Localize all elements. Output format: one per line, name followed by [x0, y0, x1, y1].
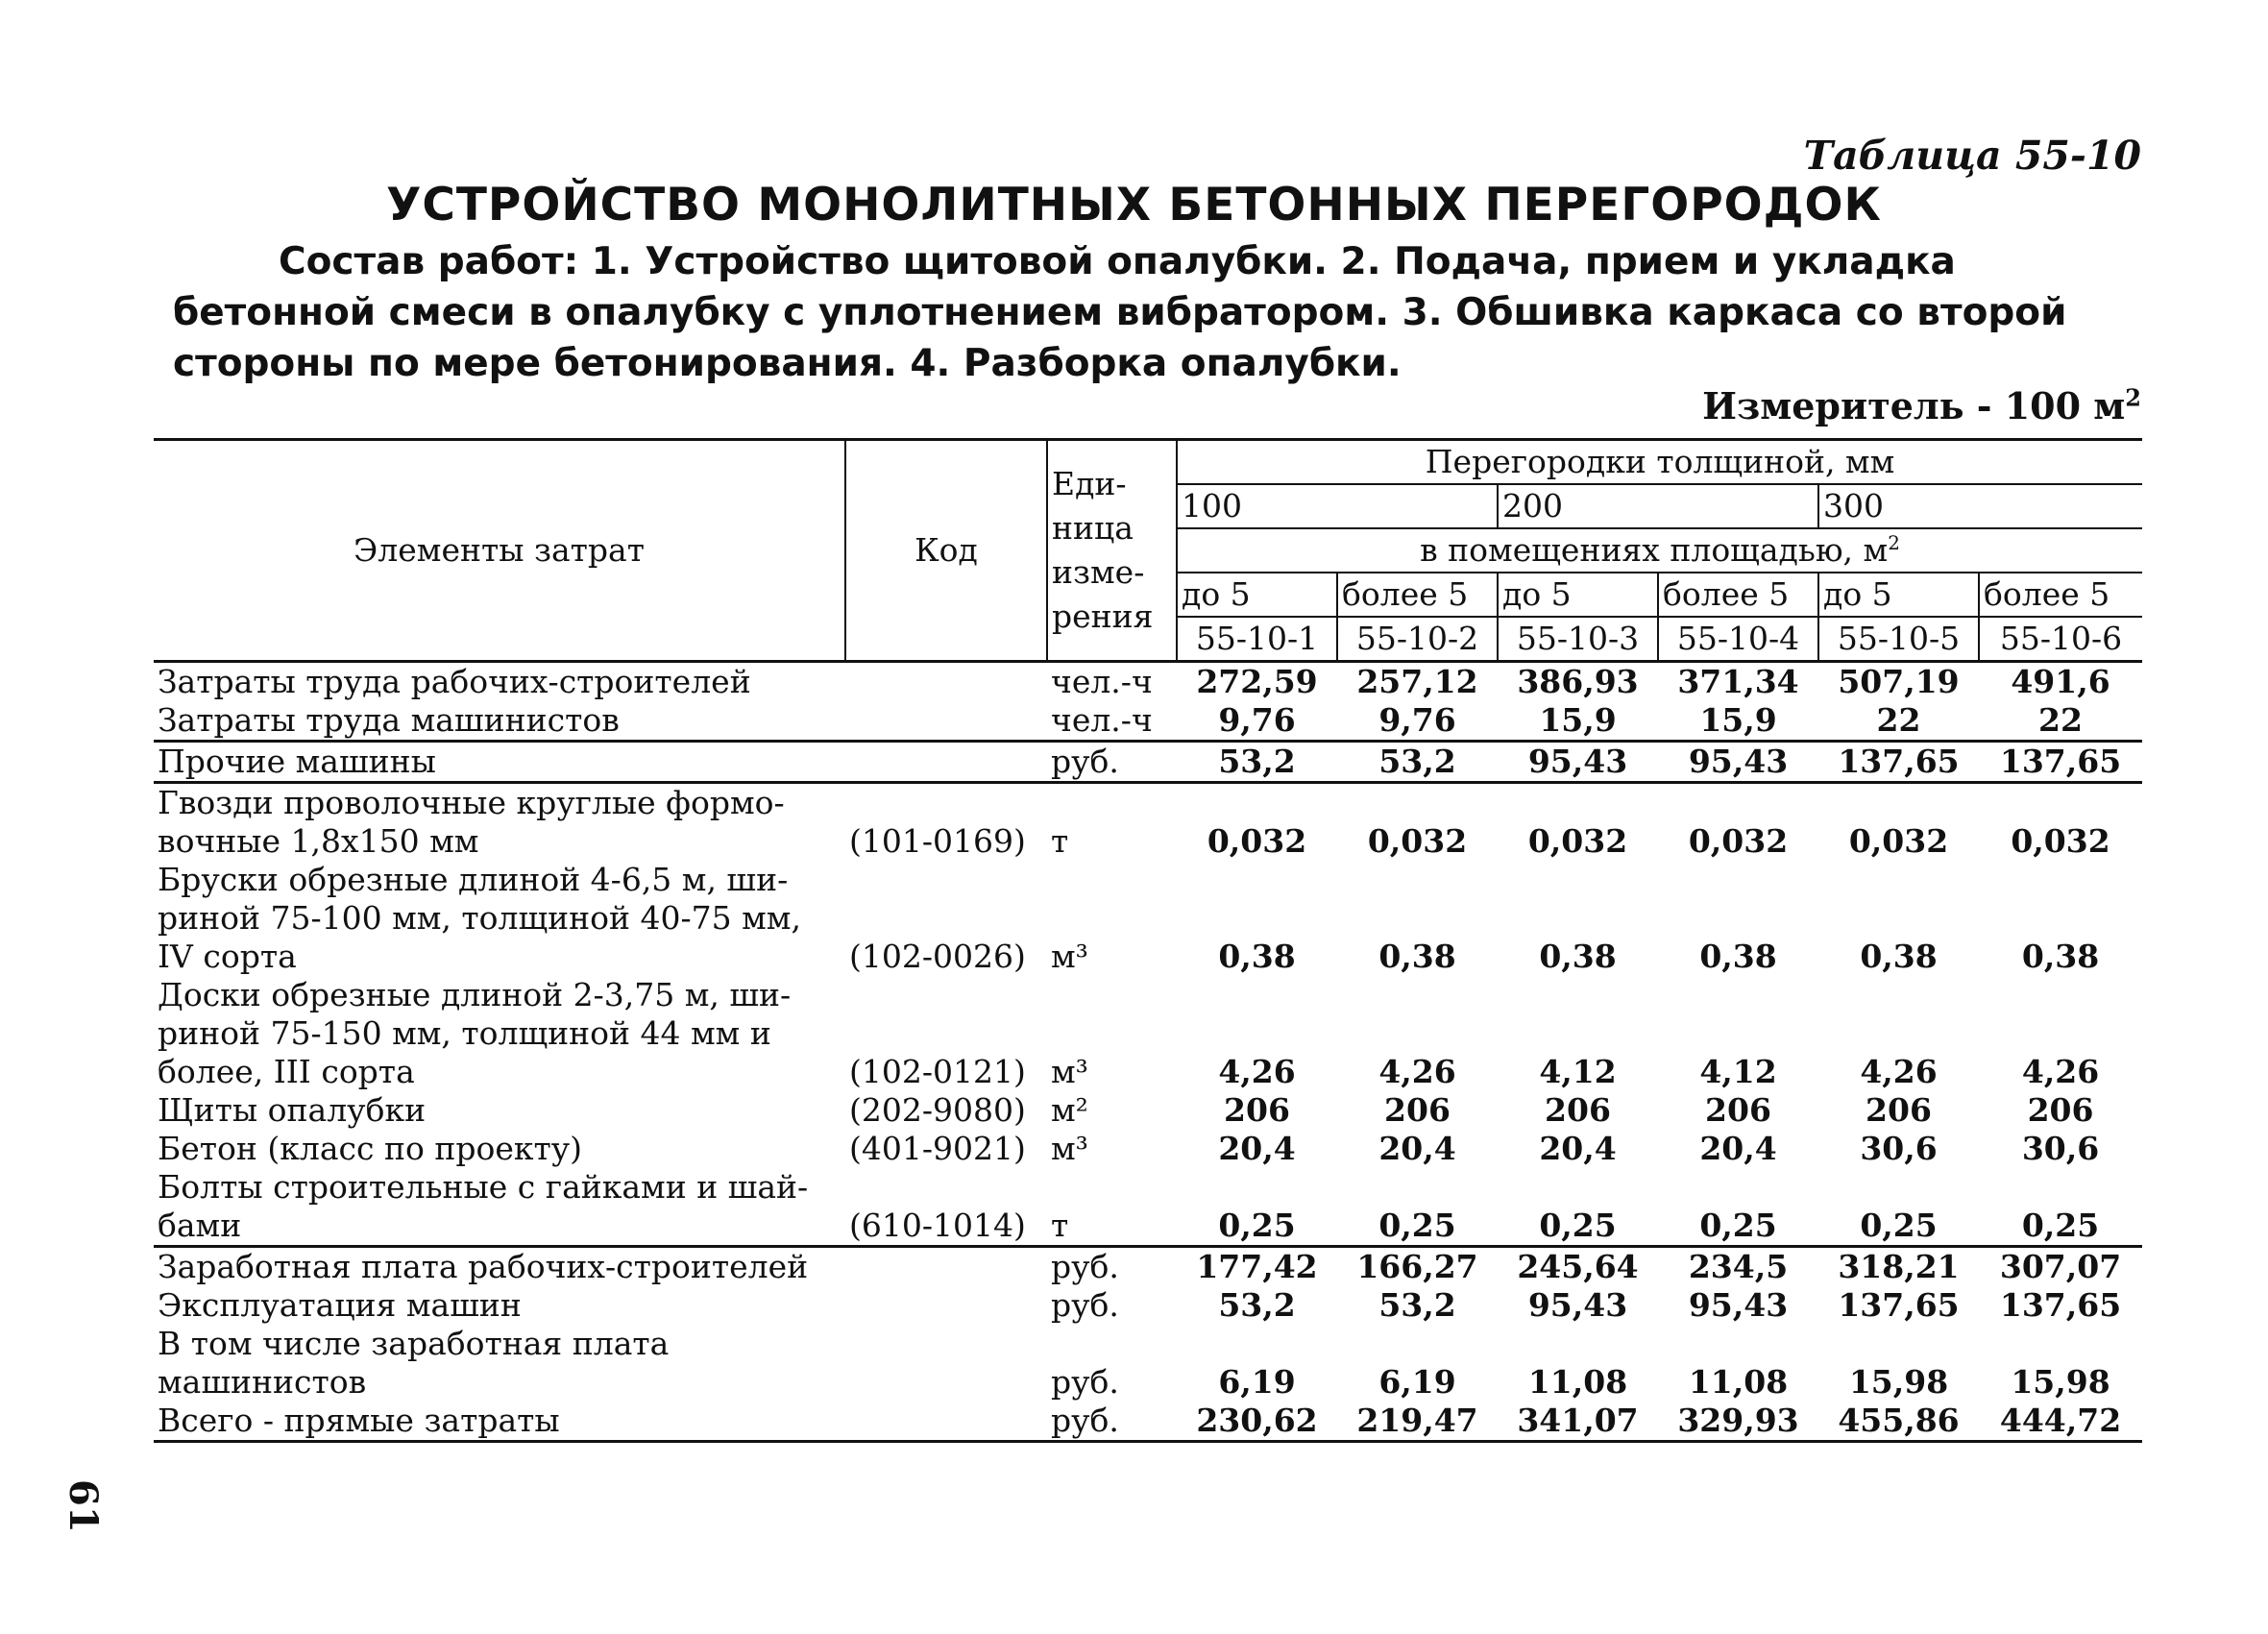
row-value: 318,21 [1838, 1248, 1960, 1285]
row-value: 20,4 [1218, 1130, 1296, 1167]
row-unit: м³ [1051, 938, 1088, 975]
row-value: 15,98 [2011, 1363, 2110, 1401]
table-row [154, 1247, 2142, 1287]
row-name: Эксплуатация машин [158, 1286, 522, 1324]
row-code [845, 1325, 1047, 1402]
row-code [845, 742, 1047, 783]
row-code [845, 1247, 1047, 1287]
row-value: 329,93 [1658, 1402, 1818, 1442]
row-value: 15,98 [1848, 1363, 1949, 1401]
row-value: 219,47 [1337, 1402, 1498, 1442]
row-unit: чел.-ч [1047, 701, 1177, 742]
table-row [154, 1402, 2142, 1442]
table-row [154, 662, 2142, 702]
row-value: 53,2 [1218, 1286, 1296, 1324]
row-code: (401-9021) [849, 1130, 1026, 1167]
table-row [154, 783, 2142, 862]
row-value: 6,19 [1218, 1363, 1296, 1401]
row-value: 0,25 [1177, 1168, 1337, 1247]
table-row [154, 1091, 2142, 1130]
table-row [154, 976, 2142, 1091]
row-value: 206 [2027, 1091, 2094, 1129]
row-name: Бруски обрезные длиной 4-6,5 м, ши-риной 75-100 мм, толщиной 40-75 мм, IV сорта [158, 861, 801, 975]
header-area-label: в помещениях площадью, м [1420, 531, 1889, 569]
header-area-range: до 5 [1177, 573, 1337, 617]
table-label: Таблица 55-10 [1803, 133, 2141, 179]
row-unit: м³ [1051, 1053, 1088, 1090]
header-norm-code: 55-10-5 [1818, 617, 1979, 662]
row-value: 491,6 [1979, 662, 2142, 702]
row-name: В том числе заработная плата машинистов [158, 1325, 670, 1401]
row-value: 0,032 [1367, 822, 1468, 860]
row-unit: чел.-ч [1047, 662, 1177, 702]
row-code: (101-0169) [849, 822, 1026, 860]
row-unit: т [1051, 822, 1069, 860]
row-value: 20,4 [1539, 1130, 1617, 1167]
header-thickness-100: 100 [1177, 484, 1498, 528]
row-value: 22 [1979, 701, 2142, 742]
row-value: 206 [1545, 1091, 1611, 1129]
row-unit: руб. [1047, 742, 1177, 783]
table-row [154, 1286, 2142, 1325]
table-row [154, 742, 2142, 783]
header-area-range: до 5 [1818, 573, 1979, 617]
row-unit: т [1047, 1168, 1177, 1247]
row-value: 245,64 [1517, 1248, 1639, 1285]
row-value: 455,86 [1818, 1402, 1979, 1442]
header-unit-line: ница [1052, 509, 1134, 547]
row-value: 341,07 [1498, 1402, 1658, 1442]
header-area-sup: 2 [1888, 531, 1900, 554]
row-code [845, 1402, 1047, 1442]
row-unit: м² [1051, 1091, 1088, 1129]
row-code [845, 662, 1047, 702]
row-value: 95,43 [1688, 1286, 1789, 1324]
row-value: 137,65 [1979, 742, 2142, 783]
row-value: 166,27 [1356, 1248, 1478, 1285]
row-value: 95,43 [1527, 1286, 1628, 1324]
header-unit-line: изме- [1052, 553, 1145, 591]
row-value: 507,19 [1818, 662, 1979, 702]
row-value: 4,26 [1860, 1053, 1938, 1090]
row-value: 4,12 [1699, 1053, 1777, 1090]
row-value: 9,76 [1337, 701, 1498, 742]
row-value: 0,25 [1337, 1168, 1498, 1247]
row-name: Затраты труда машинистов [154, 701, 845, 742]
header-area-range: более 5 [1337, 573, 1498, 617]
measure-label: Измеритель - 100 м [1702, 384, 2126, 427]
row-value: 0,38 [1378, 938, 1456, 975]
row-value: 0,38 [1218, 938, 1296, 975]
row-value: 4,12 [1539, 1053, 1617, 1090]
row-code [845, 1286, 1047, 1325]
row-value: 0,032 [1527, 822, 1628, 860]
row-name: Гвозди проволочные круглые формо-вочные 1,8х150 мм [158, 784, 785, 860]
row-value: 206 [1866, 1091, 1932, 1129]
row-code: (102-0121) [849, 1053, 1026, 1090]
row-name: Прочие машины [154, 742, 845, 783]
row-name: Доски обрезные длиной 2-3,75 м, ши-риной 75-150 мм, толщиной 44 мм и более, III сорта [158, 976, 792, 1090]
header-area-range: более 5 [1979, 573, 2142, 617]
row-value: 307,07 [1999, 1248, 2122, 1285]
measure-sup: 2 [2125, 383, 2141, 412]
row-value: 30,6 [2021, 1130, 2100, 1167]
row-value: 11,08 [1527, 1363, 1628, 1401]
row-value: 230,62 [1177, 1402, 1337, 1442]
row-value: 95,43 [1498, 742, 1658, 783]
row-value: 206 [1705, 1091, 1771, 1129]
row-value: 0,25 [1979, 1168, 2142, 1247]
row-value: 444,72 [1979, 1402, 2142, 1442]
row-value: 206 [1384, 1091, 1451, 1129]
table-row [154, 1325, 2142, 1402]
row-value: 95,43 [1658, 742, 1818, 783]
row-value: 371,34 [1658, 662, 1818, 702]
row-value: 386,93 [1498, 662, 1658, 702]
row-value: 0,38 [1699, 938, 1777, 975]
row-name: Бетон (класс по проекту) [158, 1130, 583, 1167]
row-value: 11,08 [1688, 1363, 1789, 1401]
row-code: (102-0026) [849, 938, 1026, 975]
row-code: (202-9080) [849, 1091, 1026, 1129]
norms-table [154, 438, 2142, 1443]
row-value: 0,25 [1498, 1168, 1658, 1247]
row-value: 4,26 [1378, 1053, 1456, 1090]
table-header [154, 440, 2142, 662]
header-unit-line: Еди- [1052, 465, 1127, 502]
row-value: 15,9 [1658, 701, 1818, 742]
row-value: 272,59 [1177, 662, 1337, 702]
header-unit-line: рения [1052, 598, 1154, 635]
header-unit [1047, 440, 1177, 662]
row-value: 137,65 [1838, 1286, 1960, 1324]
row-value: 177,42 [1196, 1248, 1318, 1285]
row-value: 53,2 [1337, 742, 1498, 783]
row-name: Заработная плата рабочих-строителей [158, 1248, 809, 1285]
table-body [154, 662, 2142, 1442]
row-value: 0,38 [1539, 938, 1617, 975]
row-value: 9,76 [1177, 701, 1337, 742]
table-row [154, 701, 2142, 742]
row-value: 20,4 [1699, 1130, 1777, 1167]
row-value: 206 [1224, 1091, 1290, 1129]
row-value: 0,032 [2011, 822, 2110, 860]
header-thickness-200: 200 [1498, 484, 1818, 528]
row-value: 30,6 [1860, 1130, 1938, 1167]
row-value: 53,2 [1378, 1286, 1456, 1324]
row-value: 6,19 [1378, 1363, 1456, 1401]
header-thickness-300: 300 [1818, 484, 2142, 528]
row-code: (610-1014) [845, 1168, 1047, 1247]
header-area-range: до 5 [1498, 573, 1658, 617]
row-name: Щиты опалубки [158, 1091, 427, 1129]
row-name: Болты строительные с гайками и шай-бами [154, 1168, 845, 1247]
header-area [1177, 528, 2142, 573]
row-value: 15,9 [1498, 701, 1658, 742]
row-value: 4,26 [1218, 1053, 1296, 1090]
page-number: 61 [61, 1479, 106, 1533]
row-value: 0,38 [2021, 938, 2100, 975]
row-value: 0,032 [1688, 822, 1789, 860]
table-row [154, 1130, 2142, 1168]
header-norm-code: 55-10-3 [1498, 617, 1658, 662]
row-value: 0,25 [1658, 1168, 1818, 1247]
row-value: 4,26 [2021, 1053, 2100, 1090]
row-value: 137,65 [1999, 1286, 2122, 1324]
row-unit: руб. [1051, 1286, 1119, 1324]
header-area-range: более 5 [1658, 573, 1818, 617]
measure-unit [1702, 384, 2141, 427]
work-description: Состав работ: 1. Устройство щитовой опалубки. 2. Подача, прием и укладка бетонной смеси в опалубку с уплотнением вибратором. 3. Обшивка каркаса со второй стороны по мере бетонирования. 4. Разборка опалубки. [173, 240, 2067, 385]
row-unit: руб. [1047, 1402, 1177, 1442]
page-title: УСТРОЙСТВО МОНОЛИТНЫХ БЕТОННЫХ ПЕРЕГОРОДОК [386, 179, 1882, 232]
row-name: Всего - прямые затраты [154, 1402, 845, 1442]
row-unit: м³ [1051, 1130, 1088, 1167]
row-code [845, 701, 1047, 742]
row-value: 53,2 [1177, 742, 1337, 783]
header-norm-code: 55-10-4 [1658, 617, 1818, 662]
row-value: 234,5 [1688, 1248, 1789, 1285]
row-unit: руб. [1051, 1248, 1119, 1285]
row-value: 22 [1818, 701, 1979, 742]
header-code: Код [845, 440, 1047, 662]
table-row [154, 1168, 2142, 1247]
row-value: 257,12 [1337, 662, 1498, 702]
table-row [154, 861, 2142, 976]
row-unit: руб. [1051, 1363, 1119, 1401]
header-norm-code: 55-10-1 [1177, 617, 1337, 662]
row-value: 0,032 [1207, 822, 1307, 860]
row-value: 0,38 [1860, 938, 1938, 975]
row-value: 0,032 [1848, 822, 1949, 860]
header-norm-code: 55-10-6 [1979, 617, 2142, 662]
row-value: 137,65 [1818, 742, 1979, 783]
row-value: 0,25 [1818, 1168, 1979, 1247]
header-thickness: Перегородки толщиной, мм [1177, 440, 2142, 485]
header-elements: Элементы затрат [154, 440, 845, 662]
row-value: 20,4 [1378, 1130, 1456, 1167]
header-norm-code: 55-10-2 [1337, 617, 1498, 662]
row-name: Затраты труда рабочих-строителей [154, 662, 845, 702]
